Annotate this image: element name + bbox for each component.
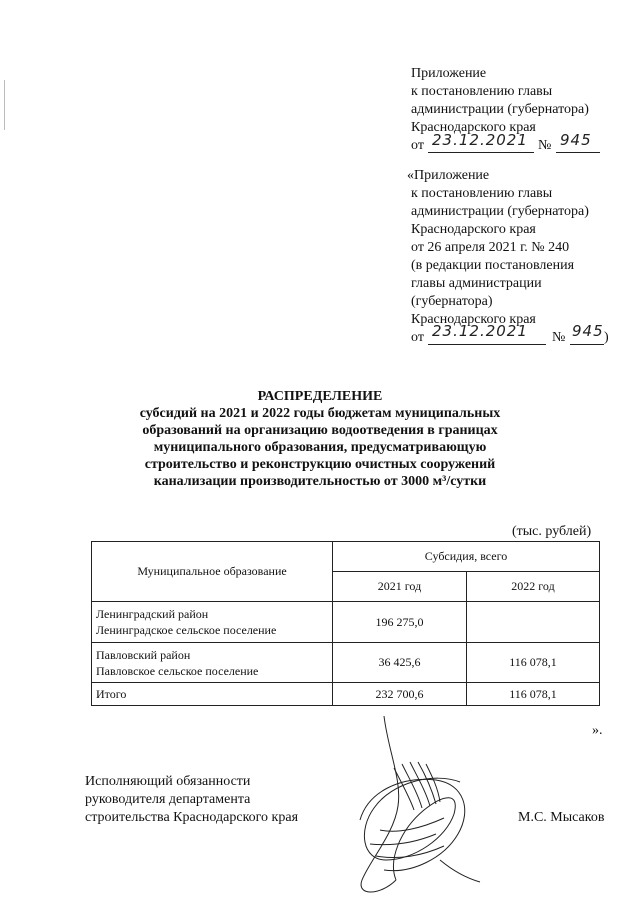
appendix-line: (губернатора) [411, 294, 493, 309]
appendix-line: к постановлению главы [411, 186, 553, 201]
number-underline [556, 152, 600, 153]
value-2022 [467, 602, 600, 643]
handwritten-date: 23.12.2021 [432, 322, 528, 340]
date-prefix: от [411, 330, 424, 345]
municipality-cell [92, 602, 333, 643]
column-header-subsidy: Субсидия, всего [333, 542, 600, 572]
municipality-cell [92, 643, 333, 683]
heading-line: канализации производительностью от 3000 м³/сутки [153, 474, 487, 489]
value-2021: 196 275,0 [333, 602, 467, 643]
signatory-name: М.С. Мысаков [518, 810, 605, 825]
appendix-line: администрации (губернатора) [411, 102, 589, 117]
date-prefix: от [411, 138, 424, 153]
handwritten-number: 945 [572, 322, 604, 340]
total-2022: 116 078,1 [467, 683, 600, 706]
heading-line: субсидий на 2021 и 2022 годы бюджетам муниципальных [139, 406, 501, 421]
date-underline [428, 344, 546, 345]
appendix-line: Приложение [411, 66, 487, 81]
table-row [92, 643, 600, 683]
handwritten-number: 945 [560, 131, 592, 149]
value-2022: 116 078,1 [467, 643, 600, 683]
column-header-2022: 2022 год [467, 572, 600, 602]
units-note: (тыс. рублей) [512, 524, 592, 539]
total-2021: 232 700,6 [333, 683, 467, 706]
subsidy-table [91, 541, 600, 706]
number-underline [570, 344, 604, 345]
appendix-line: Краснодарского края [411, 222, 536, 237]
column-header-2021: 2021 год [333, 572, 467, 602]
number-label: № [538, 138, 552, 153]
signatory-position: Исполняющий обязанности [85, 774, 251, 789]
signatory-position: строительства Краснодарского края [85, 810, 299, 825]
heading-line: образований на организацию водоотведения в границах [142, 423, 498, 438]
heading-title: РАСПРЕДЕЛЕНИЕ [257, 389, 383, 404]
district-name: Ленинградский район [96, 607, 209, 621]
appendix-line: к постановлению главы [411, 84, 553, 99]
table-total-row [92, 683, 600, 706]
handwritten-date: 23.12.2021 [432, 131, 528, 149]
appendix-line: Краснодарского края [411, 312, 536, 327]
table-row [92, 602, 600, 643]
date-underline [428, 152, 534, 153]
appendix-line: «Приложение [407, 168, 490, 183]
number-label: № [552, 330, 566, 345]
settlement-name: Ленинградское сельское поселение [96, 623, 277, 637]
heading-line: строительство и реконструкцию очистных сооружений [144, 457, 496, 472]
closing-quote: ». [592, 723, 603, 738]
heading-line: муниципального образования, предусматривающую [153, 440, 487, 455]
value-2021: 36 425,6 [333, 643, 467, 683]
margin-mark [4, 80, 5, 130]
appendix-line: главы администрации [411, 276, 542, 291]
column-header-municipality: Муниципальное образование [92, 542, 333, 602]
appendix-line: от 26 апреля 2021 г. № 240 [411, 240, 570, 255]
district-name: Павловский район [96, 647, 191, 662]
appendix-line: администрации (губернатора) [411, 204, 589, 219]
appendix-line: (в редакции постановления [411, 258, 575, 273]
total-label: Итого [92, 683, 333, 706]
handwritten-signature [340, 710, 490, 900]
settlement-name: Павловское сельское поселение [96, 663, 259, 678]
appendix-line: Краснодарского края [411, 120, 536, 135]
signatory-position: руководителя департамента [85, 792, 251, 807]
closing-parenthesis: ) [604, 330, 609, 345]
